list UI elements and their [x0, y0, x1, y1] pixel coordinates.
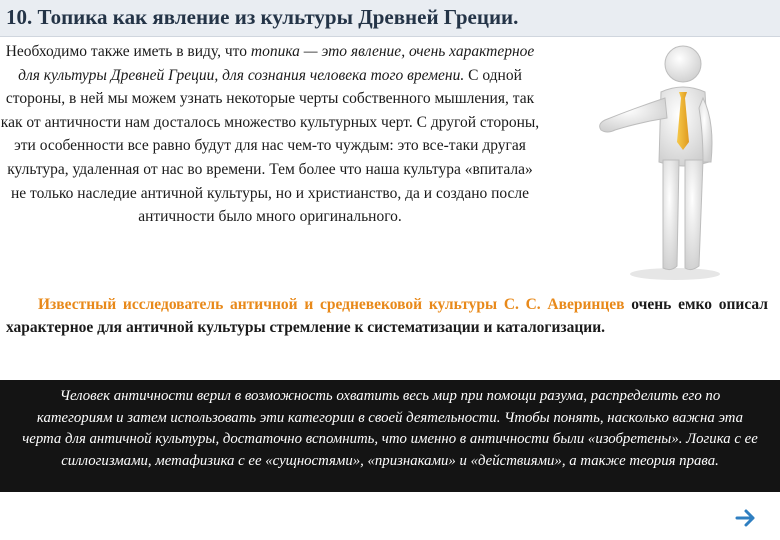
second-paragraph: [6, 293, 768, 339]
intro-paragraph: [0, 40, 540, 229]
author-highlight: Известный исследователь античной и средневековой культуры С. С. Аверинцев: [38, 296, 625, 313]
second-paragraph-rest: очень емко описал характерное для античной культуры стремление к систематизации и каталогизации.: [6, 296, 768, 336]
quote-text: Человек античности верил в возможность охватить весь мир при помощи разума, распределить его по категориям и затем использовать эти категории в своей деятельности. Чтобы понять, насколько важна эта черта для античной культуры, достаточно вспомнить, что именно в античности были «изобретены». Логика с ее силлогизмами, метафизика с ее «сущностями», «признаками» и «действиями», а также теория права.: [22, 388, 758, 469]
intro-text-italic: топика — это явление, очень характерное для культуры Древней Греции, для сознания человека того времени.: [18, 43, 535, 84]
slide-title: 10. Топика как явление из культуры Древней Греции.: [6, 5, 519, 29]
intro-text-start: Необходимо также иметь в виду, что: [5, 43, 251, 60]
title-bar: [0, 0, 780, 37]
arrow-right-icon[interactable]: [734, 506, 758, 530]
quote-box: [0, 380, 780, 492]
presenter-figure-illustration: [575, 42, 755, 282]
intro-text-end: С одной стороны, в ней мы можем узнать некоторые черты собственного мышления, так как от античности нам досталось множество культурных черт. С другой стороны, эти особенности все равно будут для нас чем-то чуждым: это все-таки другая культура, удаленная от нас во времени. Тем более что наша культура «впитала» не только наследие античной культуры, но и христианство, да и создано после античности было много оригинального.: [0, 66, 540, 226]
